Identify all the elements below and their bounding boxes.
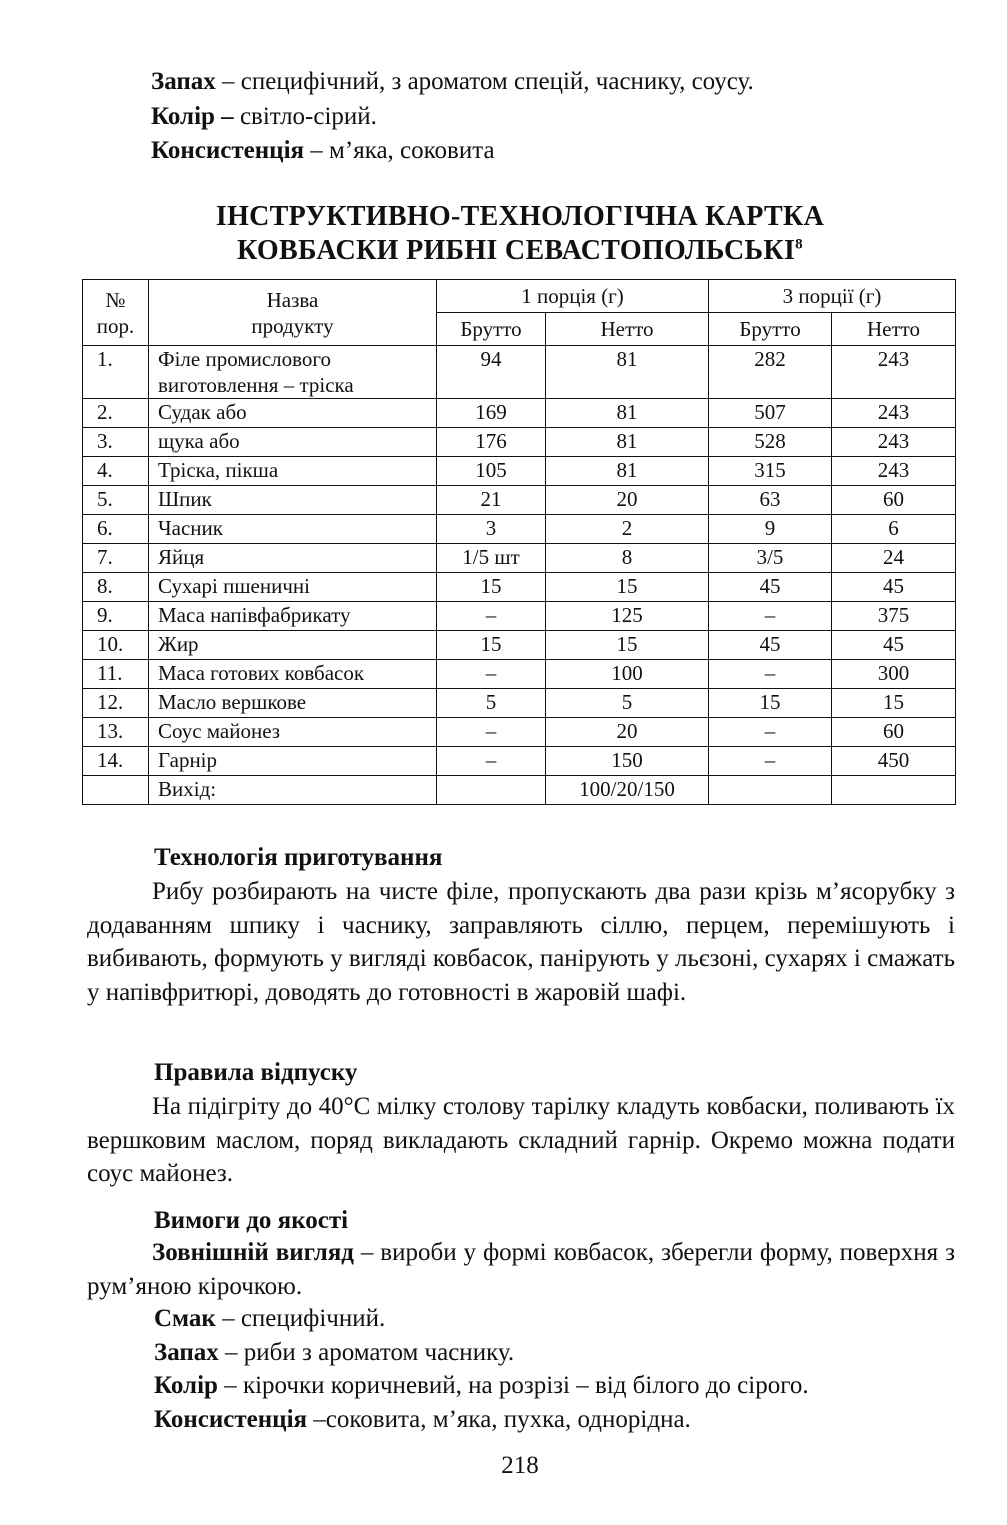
row-netto-1: 125 — [546, 602, 709, 631]
table-row — [83, 457, 956, 486]
row-brutto-1: – — [437, 747, 546, 776]
row-name: щука або — [149, 428, 437, 457]
header-no-line1: № — [105, 287, 126, 312]
header-name-line2: продукту — [251, 313, 334, 338]
table-row — [83, 428, 956, 457]
quality-taste-label: Смак — [154, 1305, 216, 1332]
quality-color — [154, 1370, 809, 1402]
table-row — [83, 747, 956, 776]
recipe-table — [82, 279, 956, 805]
card-title-line2-text: КОВБАСКИ РИБНІ СЕВАСТОПОЛЬСЬКІ — [237, 235, 796, 266]
row-brutto-3: – — [709, 718, 832, 747]
row-netto-3: 243 — [832, 457, 956, 486]
row-name: Маса готових ковбасок — [149, 660, 437, 689]
top-line-smell-label: Запах — [151, 68, 216, 95]
row-brutto-1: 176 — [437, 428, 546, 457]
row-number: 10. — [83, 631, 149, 660]
serving-text: На підігріту до 40°С мілку столову тарілку кладуть ковбаски, поливають їх вершковим маслом, поряд викладають складний гарнір. Окремо можна подати соус майонез. — [87, 1093, 955, 1187]
quality-appearance-text: – вироби у формі ковбасок, зберегли форму, поверхня з рум’яною кірочкою. — [87, 1239, 955, 1300]
row-netto-3: 24 — [832, 544, 956, 573]
row-brutto-3: 507 — [709, 399, 832, 428]
serving-heading: Правила відпуску — [154, 1059, 358, 1086]
tech-paragraph — [87, 875, 955, 1009]
output-label: Вихід: — [149, 776, 437, 805]
top-line-consistency-label: Консистенція — [151, 137, 305, 164]
row-netto-3: 6 — [832, 515, 956, 544]
card-title-line2 — [0, 234, 1007, 268]
quality-consistency-text: –соковита, м’яка, пухка, однорідна. — [307, 1406, 691, 1433]
quality-taste — [154, 1303, 385, 1335]
footnote-mark: 8 — [795, 236, 803, 253]
row-name: Тріска, пікша — [149, 457, 437, 486]
row-number: 4. — [83, 457, 149, 486]
row-netto-1: 5 — [546, 689, 709, 718]
row-netto-1: 81 — [546, 428, 709, 457]
row-number: 13. — [83, 718, 149, 747]
table-row — [83, 631, 956, 660]
row-brutto-1: 21 — [437, 486, 546, 515]
row-name: Судак або — [149, 399, 437, 428]
row-number: 14. — [83, 747, 149, 776]
row-name: Масло вершкове — [149, 689, 437, 718]
table-row — [83, 486, 956, 515]
top-line-consistency — [151, 135, 495, 167]
table-row — [83, 346, 956, 399]
row-number: 11. — [83, 660, 149, 689]
header-brutto-3: Брутто — [709, 313, 832, 346]
top-line-smell-text: – специфічний, з ароматом спецій, часнику, соусу. — [215, 68, 754, 95]
row-netto-3: 243 — [832, 346, 956, 399]
row-netto-1: 15 — [546, 573, 709, 602]
row-netto-3: 60 — [832, 486, 956, 515]
output-value: 100/20/150 — [546, 776, 709, 805]
row-name: Сухарі пшеничні — [149, 573, 437, 602]
table-header-row-1 — [83, 280, 956, 313]
quality-appearance — [87, 1236, 955, 1303]
row-brutto-3: 9 — [709, 515, 832, 544]
output-empty-brutto-1 — [437, 776, 546, 805]
row-number: 1. — [83, 346, 149, 399]
row-brutto-3: 15 — [709, 689, 832, 718]
row-name: Жир — [149, 631, 437, 660]
row-name: Філе промислового виготовлення – тріска — [149, 346, 437, 399]
row-brutto-3: 45 — [709, 631, 832, 660]
row-brutto-1: 15 — [437, 631, 546, 660]
row-brutto-1: – — [437, 660, 546, 689]
tech-heading: Технологія приготування — [154, 844, 443, 871]
row-name: Гарнір — [149, 747, 437, 776]
output-empty-no — [83, 776, 149, 805]
output-empty-netto-3 — [832, 776, 956, 805]
table-row — [83, 602, 956, 631]
top-line-color-text: світло-сірий. — [233, 103, 377, 130]
row-brutto-1: 15 — [437, 573, 546, 602]
row-netto-3: 243 — [832, 428, 956, 457]
row-brutto-3: – — [709, 602, 832, 631]
serving-paragraph — [87, 1090, 955, 1191]
row-brutto-1: 3 — [437, 515, 546, 544]
table-output-row — [83, 776, 956, 805]
row-brutto-1: 5 — [437, 689, 546, 718]
top-line-consistency-text: – м’яка, соковита — [304, 137, 495, 164]
header-name — [149, 280, 437, 346]
row-netto-1: 81 — [546, 346, 709, 399]
card-title-line1: ІНСТРУКТИВНО-ТЕХНОЛОГІЧНА КАРТКА — [215, 201, 825, 232]
row-netto-3: 450 — [832, 747, 956, 776]
quality-taste-text: – специфічний. — [215, 1305, 386, 1332]
row-brutto-3: – — [709, 747, 832, 776]
row-brutto-3: 282 — [709, 346, 832, 399]
row-number: 5. — [83, 486, 149, 515]
table-row — [83, 689, 956, 718]
row-netto-3: 243 — [832, 399, 956, 428]
row-brutto-1: 105 — [437, 457, 546, 486]
row-brutto-1: 169 — [437, 399, 546, 428]
row-netto-3: 300 — [832, 660, 956, 689]
row-brutto-1: 1/5 шт — [437, 544, 546, 573]
row-netto-1: 100 — [546, 660, 709, 689]
quality-appearance-label: Зовнішній вигляд — [152, 1239, 354, 1266]
row-brutto-1: – — [437, 718, 546, 747]
quality-consistency — [154, 1404, 691, 1436]
header-portion-1: 1 порція (г) — [437, 280, 709, 313]
row-netto-1: 81 — [546, 457, 709, 486]
row-netto-1: 20 — [546, 718, 709, 747]
row-netto-3: 15 — [832, 689, 956, 718]
row-name: Соус майонез — [149, 718, 437, 747]
recipe-table-body — [83, 280, 956, 805]
quality-smell-text: – риби з ароматом часнику. — [218, 1339, 515, 1366]
row-brutto-1: 94 — [437, 346, 546, 399]
row-brutto-3: 45 — [709, 573, 832, 602]
row-number: 2. — [83, 399, 149, 428]
output-empty-brutto-3 — [709, 776, 832, 805]
row-number: 12. — [83, 689, 149, 718]
header-no — [83, 280, 149, 346]
table-row — [83, 718, 956, 747]
row-netto-1: 81 — [546, 399, 709, 428]
row-netto-3: 60 — [832, 718, 956, 747]
row-netto-3: 375 — [832, 602, 956, 631]
row-number: 7. — [83, 544, 149, 573]
row-number: 3. — [83, 428, 149, 457]
row-name: Маса напівфабрикату — [149, 602, 437, 631]
header-netto-3: Нетто — [832, 313, 956, 346]
row-netto-1: 15 — [546, 631, 709, 660]
row-number: 9. — [83, 602, 149, 631]
header-name-line1: Назва — [266, 287, 319, 312]
tech-text: Рибу розбирають на чисте філе, пропускають два рази крізь м’ясорубку з додаванням шпику і часнику, заправляють сіллю, перцем, перемішують і вибивають, формують у вигляді ковбасок, панірують у льєзоні, сухарях і смажать у напівфритюрі, доводять до готовності в жаровій шафі. — [87, 878, 955, 1006]
table-row — [83, 573, 956, 602]
top-line-smell — [151, 66, 754, 98]
page-number: 218 — [501, 1452, 539, 1479]
row-netto-1: 2 — [546, 515, 709, 544]
row-brutto-1: – — [437, 602, 546, 631]
quality-color-label: Колір — [154, 1372, 218, 1399]
table-row — [83, 544, 956, 573]
row-brutto-3: 315 — [709, 457, 832, 486]
header-portion-3: 3 порції (г) — [709, 280, 956, 313]
quality-color-text: – кірочки коричневий, на розрізі – від білого до сірого. — [217, 1372, 809, 1399]
row-brutto-3: – — [709, 660, 832, 689]
row-name: Часник — [149, 515, 437, 544]
header-brutto-1: Брутто — [437, 313, 546, 346]
row-number: 6. — [83, 515, 149, 544]
row-netto-3: 45 — [832, 573, 956, 602]
quality-smell — [154, 1337, 514, 1369]
row-netto-1: 150 — [546, 747, 709, 776]
table-row — [83, 515, 956, 544]
row-name: Шпик — [149, 486, 437, 515]
header-netto-1: Нетто — [546, 313, 709, 346]
row-netto-3: 45 — [832, 631, 956, 660]
quality-heading: Вимоги до якості — [154, 1207, 349, 1234]
quality-smell-label: Запах — [154, 1339, 219, 1366]
row-name: Яйця — [149, 544, 437, 573]
top-line-color-label: Колір – — [151, 103, 234, 130]
row-netto-1: 8 — [546, 544, 709, 573]
table-row — [83, 660, 956, 689]
row-brutto-3: 528 — [709, 428, 832, 457]
row-netto-1: 20 — [546, 486, 709, 515]
quality-consistency-label: Консистенція — [154, 1406, 308, 1433]
top-line-color — [151, 101, 377, 133]
row-brutto-3: 3/5 — [709, 544, 832, 573]
table-row — [83, 399, 956, 428]
row-number: 8. — [83, 573, 149, 602]
row-brutto-3: 63 — [709, 486, 832, 515]
header-no-line2: пор. — [96, 313, 135, 338]
